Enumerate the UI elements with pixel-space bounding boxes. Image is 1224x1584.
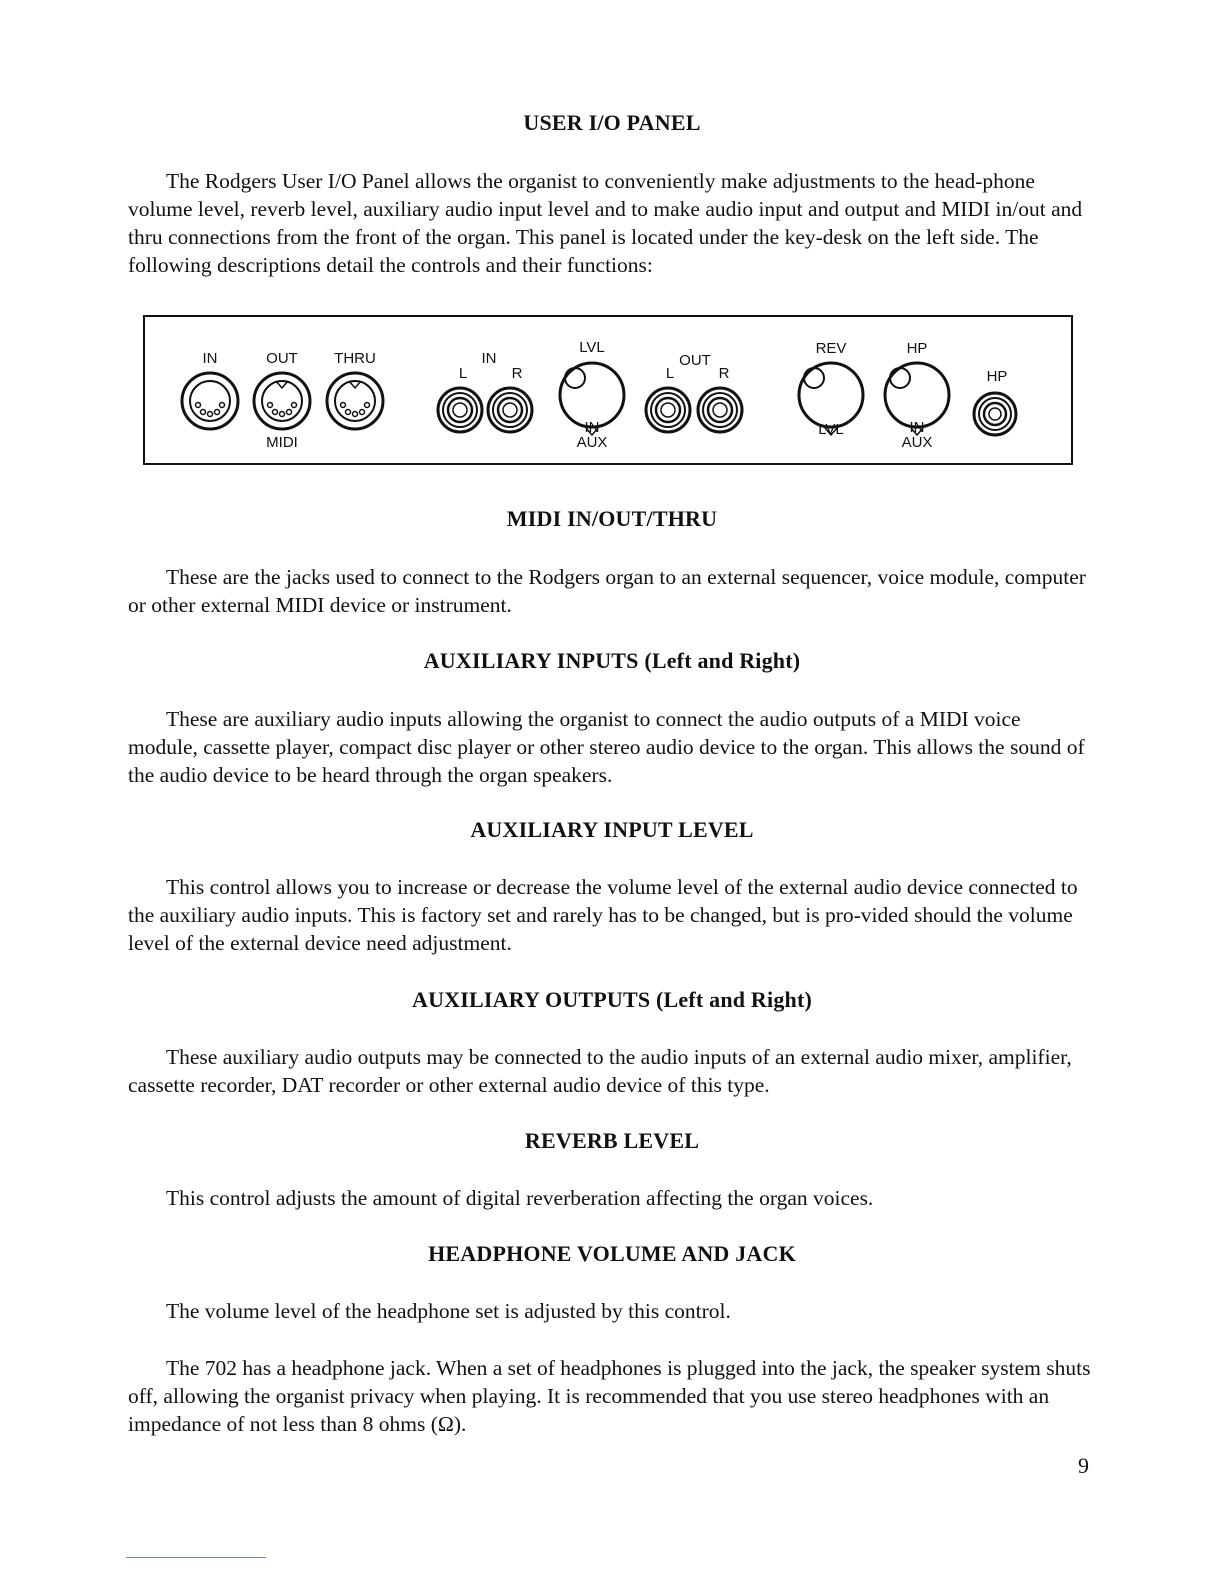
midi-in-jack[interactable] [182, 373, 238, 429]
aux-lvl-in-label: IN [584, 419, 600, 436]
hp-knob-label: HP [906, 340, 928, 357]
section-heading-aux-inputs: AUXILIARY INPUTS (Left and Right) [423, 648, 801, 673]
aux-lvl-label: LVL [579, 339, 605, 356]
aux-out-right-jack[interactable] [698, 388, 742, 432]
section-text-headphone-jack: The 702 has a headphone jack. When a set of headphones is plugged into the jack, the speaker system shuts off, allowing the organist privacy when playing. It is recommended that you use stereo headphones with an impedance of not less than 8 ohms (Ω). [128, 1356, 1091, 1436]
midi-group-label: MIDI [266, 434, 298, 451]
section-text-midi: These are the jacks used to connect to the Rodgers organ to an external sequencer, voice module, computer or other external MIDI device or instrument. [128, 565, 1086, 617]
midi-out-jack[interactable] [254, 373, 310, 429]
section-text-headphone-volume: The volume level of the headphone set is adjusted by this control. [166, 1299, 731, 1323]
aux-in-right-jack[interactable] [488, 388, 532, 432]
section-text-aux-outputs: These auxiliary audio outputs may be connected to the audio inputs of an external audio mixer, amplifier, cassette recorder, DAT recorder or other external audio device of this type. [128, 1045, 1072, 1097]
hp-in-label: IN [909, 419, 925, 436]
aux-in-r-label: R [511, 365, 523, 382]
section-heading-aux-input-level: AUXILIARY INPUT LEVEL [470, 817, 754, 842]
section-heading-midi: MIDI IN/OUT/THRU [506, 506, 718, 531]
section-heading-reverb: REVERB LEVEL [524, 1128, 700, 1153]
aux-out-label: OUT [679, 352, 711, 369]
section-text-aux-input-level: This control allows you to increase or decrease the volume level of the external audio device connected to the auxiliary audio inputs. This is factory set and rarely has to be changed, but is pro-vided should the volume level of the external device need adjustment. [128, 875, 1078, 955]
aux-out-l-label: L [665, 365, 675, 382]
hp-jack-label: HP [986, 368, 1008, 385]
rev-lvl-label: LVL [818, 421, 844, 438]
io-panel-drawing [145, 317, 1075, 467]
section-text-aux-inputs: These are auxiliary audio inputs allowing the organist to connect the audio outputs of a MIDI voice module, cassette player, compact disc player or other stereo audio device to the organ. This allows the sound of the audio device to be heard through the organ speakers. [128, 707, 1085, 787]
aux-in-label: IN [481, 350, 497, 367]
footer-rule [126, 1557, 266, 1558]
aux-out-r-label: R [718, 365, 730, 382]
headphone-jack[interactable] [974, 393, 1016, 435]
aux-in-left-jack[interactable] [438, 388, 482, 432]
midi-thru-label: THRU [334, 350, 376, 367]
section-heading-headphone: HEADPHONE VOLUME AND JACK [428, 1241, 796, 1266]
midi-in-label: IN [202, 350, 218, 367]
intro-paragraph: The Rodgers User I/O Panel allows the organist to conveniently make adjustments to the head-phone volume level, reverb level, auxiliary audio input level and to make audio input and output and MIDI in/out and thru connections from the front of the organ. This panel is located under the key-desk on the left side. The following descriptions detail the controls and their functions: [128, 169, 1083, 277]
page-title: USER I/O PANEL [523, 110, 701, 135]
aux-in-l-label: L [458, 365, 468, 382]
midi-thru-jack[interactable] [327, 373, 383, 429]
midi-out-label: OUT [266, 350, 298, 367]
section-text-reverb: This control adjusts the amount of digital reverberation affecting the organ voices. [166, 1186, 874, 1210]
rev-label: REV [815, 340, 847, 357]
aux-lvl-aux-label: AUX [576, 434, 608, 451]
io-panel-diagram [143, 315, 1073, 465]
section-heading-aux-outputs: AUXILIARY OUTPUTS (Left and Right) [411, 987, 813, 1012]
aux-out-left-jack[interactable] [646, 388, 690, 432]
page-number: 9 [1078, 1453, 1089, 1478]
hp-aux-label: AUX [901, 434, 933, 451]
